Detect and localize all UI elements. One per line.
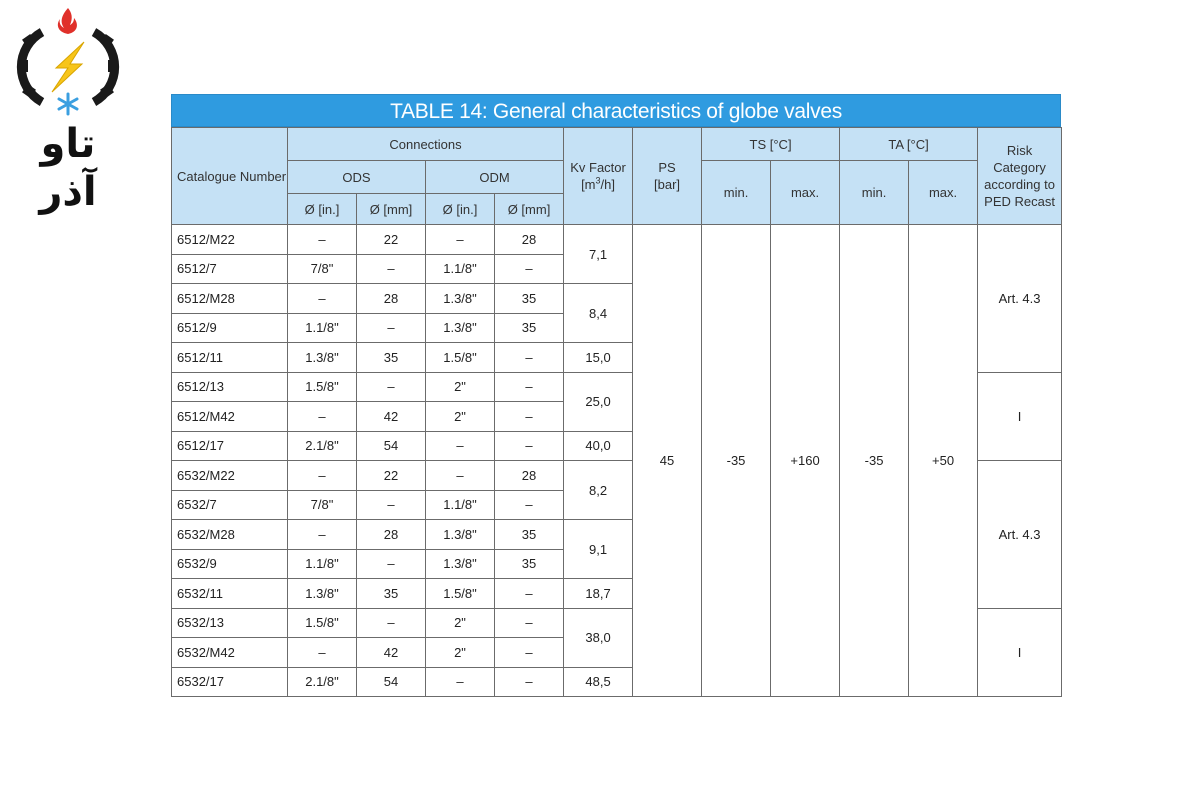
header-ta-max: max. <box>909 161 978 225</box>
header-risk: Risk Category according to PED Recast <box>978 128 1062 225</box>
ods-mm-cell: – <box>357 254 426 284</box>
odm-in-cell: – <box>426 461 495 491</box>
ts-max-cell: +160 <box>771 225 840 697</box>
kv-cell: 38,0 <box>564 608 633 667</box>
ods-in-cell: – <box>288 402 357 432</box>
ods-in-cell: 7/8" <box>288 490 357 520</box>
ods-in-cell: – <box>288 225 357 255</box>
ods-in-cell: – <box>288 638 357 668</box>
company-logo <box>12 2 124 215</box>
ods-mm-cell: 28 <box>357 520 426 550</box>
odm-mm-cell: – <box>495 431 564 461</box>
catalogue-cell: 6512/17 <box>172 431 288 461</box>
header-catalogue: Catalogue Number <box>172 128 288 225</box>
kv-cell: 25,0 <box>564 372 633 431</box>
catalogue-cell: 6512/7 <box>172 254 288 284</box>
odm-in-cell: – <box>426 667 495 697</box>
kv-cell: 8,4 <box>564 284 633 343</box>
odm-mm-cell: 35 <box>495 520 564 550</box>
header-connections: Connections <box>288 128 564 161</box>
characteristics-table <box>171 127 1062 697</box>
header-ps-label: PS <box>658 160 676 175</box>
odm-in-cell: 2" <box>426 608 495 638</box>
ods-mm-cell: 28 <box>357 284 426 314</box>
catalogue-cell: 6532/9 <box>172 549 288 579</box>
odm-in-cell: – <box>426 225 495 255</box>
catalogue-cell: 6532/M28 <box>172 520 288 550</box>
catalogue-cell: 6512/M42 <box>172 402 288 432</box>
risk-cell: I <box>978 608 1062 697</box>
odm-mm-cell: – <box>495 254 564 284</box>
catalogue-cell: 6512/9 <box>172 313 288 343</box>
header-kv-unit-exp: 3 <box>595 175 601 186</box>
odm-mm-cell: – <box>495 579 564 609</box>
odm-in-cell: – <box>426 431 495 461</box>
catalogue-cell: 6532/M42 <box>172 638 288 668</box>
ods-mm-cell: – <box>357 372 426 402</box>
catalogue-cell: 6532/7 <box>172 490 288 520</box>
odm-in-cell: 2" <box>426 402 495 432</box>
header-ts: TS [°C] <box>702 128 840 161</box>
catalogue-cell: 6532/M22 <box>172 461 288 491</box>
odm-in-cell: 1.5/8" <box>426 579 495 609</box>
kv-cell: 7,1 <box>564 225 633 284</box>
kv-cell: 18,7 <box>564 579 633 609</box>
catalogue-cell: 6532/11 <box>172 579 288 609</box>
ods-in-cell: – <box>288 461 357 491</box>
header-ts-min: min. <box>702 161 771 225</box>
ods-mm-cell: 35 <box>357 579 426 609</box>
kv-cell: 8,2 <box>564 461 633 520</box>
catalogue-cell: 6512/11 <box>172 343 288 373</box>
header-ts-max: max. <box>771 161 840 225</box>
odm-in-cell: 1.3/8" <box>426 549 495 579</box>
odm-in-cell: 1.3/8" <box>426 284 495 314</box>
globe-valves-table <box>171 94 1061 697</box>
ods-mm-cell: – <box>357 490 426 520</box>
catalogue-cell: 6512/M28 <box>172 284 288 314</box>
ods-mm-cell: 35 <box>357 343 426 373</box>
catalogue-cell: 6512/13 <box>172 372 288 402</box>
risk-cell: I <box>978 372 1062 461</box>
ods-in-cell: 1.1/8" <box>288 313 357 343</box>
kv-cell: 48,5 <box>564 667 633 697</box>
odm-mm-cell: 35 <box>495 313 564 343</box>
kv-cell: 40,0 <box>564 431 633 461</box>
odm-in-cell: 1.3/8" <box>426 520 495 550</box>
header-odm: ODM <box>426 161 564 194</box>
ods-in-cell: 1.1/8" <box>288 549 357 579</box>
kv-cell: 9,1 <box>564 520 633 579</box>
header-odm-in: Ø [in.] <box>426 194 495 225</box>
ods-in-cell: 1.3/8" <box>288 579 357 609</box>
odm-in-cell: 1.1/8" <box>426 490 495 520</box>
table-row <box>172 225 1062 255</box>
ods-in-cell: 2.1/8" <box>288 431 357 461</box>
ta-min-cell: -35 <box>840 225 909 697</box>
odm-mm-cell: – <box>495 667 564 697</box>
header-ps <box>633 128 702 225</box>
odm-mm-cell: – <box>495 372 564 402</box>
bolt-gear-flame-snowflake-logo-icon <box>12 2 124 122</box>
catalogue-cell: 6532/17 <box>172 667 288 697</box>
header-kv <box>564 128 633 225</box>
catalogue-cell: 6512/M22 <box>172 225 288 255</box>
ods-in-cell: 1.3/8" <box>288 343 357 373</box>
ods-mm-cell: 42 <box>357 402 426 432</box>
odm-mm-cell: – <box>495 343 564 373</box>
odm-mm-cell: 35 <box>495 549 564 579</box>
odm-in-cell: 2" <box>426 372 495 402</box>
odm-mm-cell: 35 <box>495 284 564 314</box>
catalogue-cell: 6532/13 <box>172 608 288 638</box>
table-title: TABLE 14: General characteristics of globe valves <box>171 94 1061 127</box>
odm-mm-cell: – <box>495 490 564 520</box>
odm-in-cell: 2" <box>426 638 495 668</box>
ods-mm-cell: 54 <box>357 431 426 461</box>
ods-in-cell: – <box>288 520 357 550</box>
header-ods: ODS <box>288 161 426 194</box>
ods-in-cell: – <box>288 284 357 314</box>
ods-mm-cell: 42 <box>357 638 426 668</box>
odm-mm-cell: – <box>495 638 564 668</box>
risk-cell: Art. 4.3 <box>978 225 1062 373</box>
logo-wordmark: تاو آذر <box>39 121 97 215</box>
header-ods-in: Ø [in.] <box>288 194 357 225</box>
header-ps-unit: [bar] <box>654 177 681 192</box>
header-ods-mm: Ø [mm] <box>357 194 426 225</box>
ods-in-cell: 1.5/8" <box>288 372 357 402</box>
ods-mm-cell: – <box>357 313 426 343</box>
odm-mm-cell: 28 <box>495 225 564 255</box>
header-kv-unit-base: [m <box>581 177 596 192</box>
odm-in-cell: 1.3/8" <box>426 313 495 343</box>
risk-cell: Art. 4.3 <box>978 461 1062 609</box>
ods-mm-cell: 22 <box>357 461 426 491</box>
ods-in-cell: 2.1/8" <box>288 667 357 697</box>
ods-in-cell: 7/8" <box>288 254 357 284</box>
ods-mm-cell: – <box>357 608 426 638</box>
ps-cell: 45 <box>633 225 702 697</box>
header-kv-unit-tail: /h] <box>600 177 615 192</box>
ta-max-cell: +50 <box>909 225 978 697</box>
odm-in-cell: 1.1/8" <box>426 254 495 284</box>
odm-mm-cell: – <box>495 402 564 432</box>
header-kv-label: Kv Factor <box>570 160 626 175</box>
header-odm-mm: Ø [mm] <box>495 194 564 225</box>
header-ta: TA [°C] <box>840 128 978 161</box>
ts-min-cell: -35 <box>702 225 771 697</box>
odm-in-cell: 1.5/8" <box>426 343 495 373</box>
ods-mm-cell: – <box>357 549 426 579</box>
header-ta-min: min. <box>840 161 909 225</box>
odm-mm-cell: – <box>495 608 564 638</box>
ods-mm-cell: 54 <box>357 667 426 697</box>
table-body <box>172 225 1062 697</box>
ods-in-cell: 1.5/8" <box>288 608 357 638</box>
ods-mm-cell: 22 <box>357 225 426 255</box>
odm-mm-cell: 28 <box>495 461 564 491</box>
kv-cell: 15,0 <box>564 343 633 373</box>
